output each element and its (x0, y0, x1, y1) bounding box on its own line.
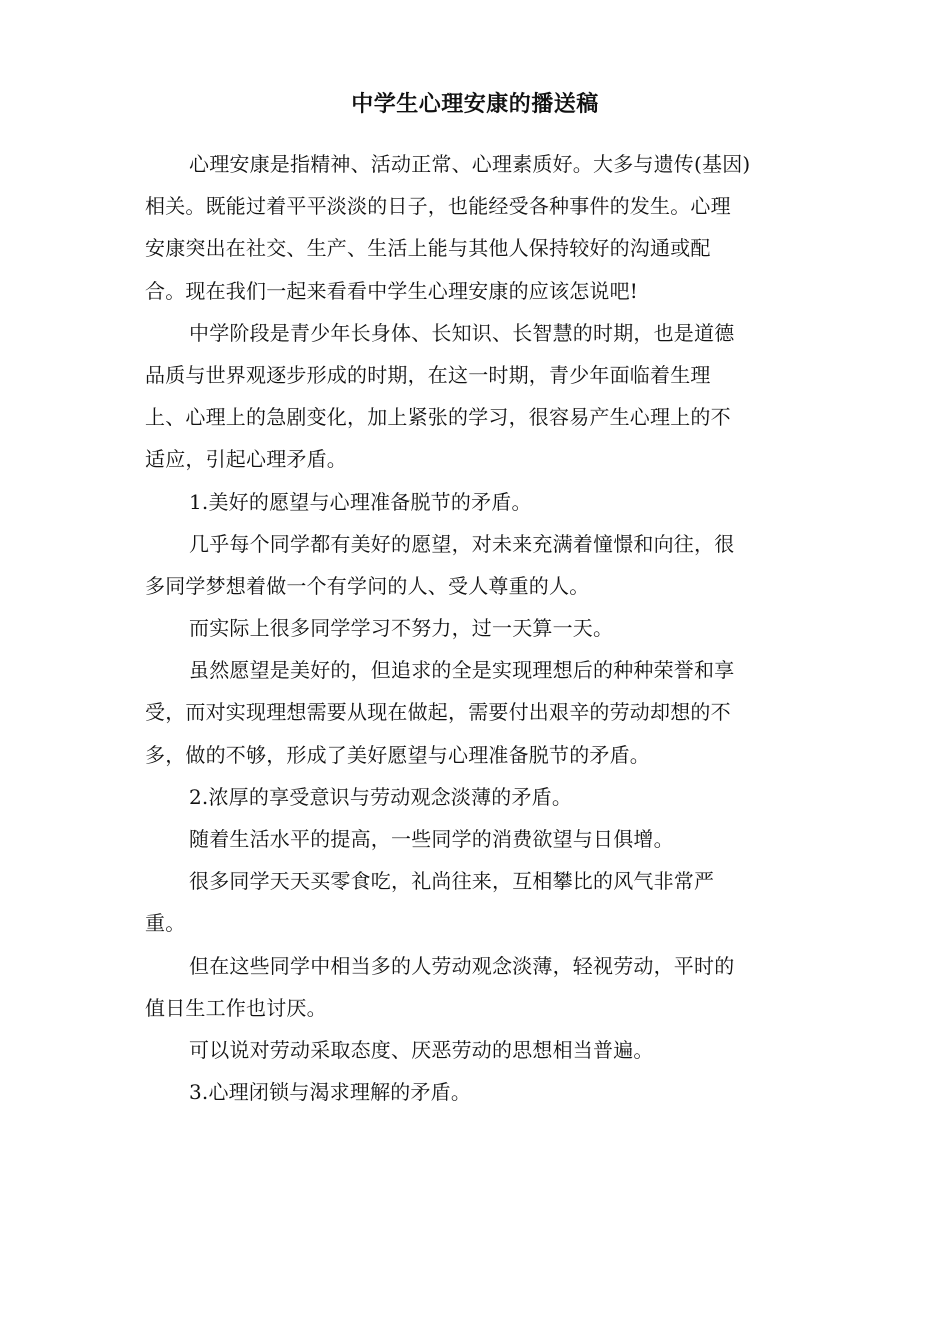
body-line: 多，做的不够，形成了美好愿望与心理准备脱节的矛盾。 (145, 742, 650, 767)
body-line: 但在这些同学中相当多的人劳动观念淡薄，轻视劳动，平时的 (189, 953, 735, 978)
body-line: 多同学梦想着做一个有学问的人、受人尊重的人。 (145, 573, 590, 598)
document-title: 中学生心理安康的播送稿 (351, 92, 599, 117)
body-line: 2.浓厚的享受意识与劳动观念淡薄的矛盾。 (189, 784, 573, 809)
body-line: 中学阶段是青少年长身体、长知识、长智慧的时期，也是道德 (189, 320, 735, 345)
body-line: 1.美好的愿望与心理准备脱节的矛盾。 (189, 489, 532, 514)
body-line: 受，而对实现理想需要从现在做起，需要付出艰辛的劳动却想的不 (145, 700, 731, 725)
body-line: 心理安康是指精神、活动正常、心理素质好。大多与遗传(基因) (189, 152, 751, 176)
body-line: 合。现在我们一起来看看中学生心理安康的应该怎说吧! (145, 278, 639, 303)
body-line: 很多同学天天买零食吃，礼尚往来，互相攀比的风气非常严 (189, 869, 715, 894)
body-line: 上、心理上的急剧变化，加上紧张的学习，很容易产生心理上的不 (145, 405, 731, 430)
body-line: 值日生工作也讨厌。 (145, 995, 327, 1020)
body-line: 可以说对劳动采取态度、厌恶劳动的思想相当普遍。 (189, 1037, 654, 1062)
body-line: 品质与世界观逐步形成的时期，在这一时期，青少年面临着生理 (145, 362, 711, 387)
body-line: 安康突出在社交、生产、生活上能与其他人保持较好的沟通或配 (145, 236, 711, 261)
body-line: 重。 (145, 911, 186, 936)
body-line: 而实际上很多同学学习不努力，过一天算一天。 (189, 616, 614, 641)
body-line: 3.心理闭锁与渴求理解的矛盾。 (189, 1080, 472, 1105)
body-line: 随着生活水平的提高，一些同学的消费欲望与日俱增。 (189, 827, 674, 851)
body-line: 相关。既能过着平平淡淡的日子，也能经受各种事件的发生。心理 (145, 194, 731, 219)
body-line: 几乎每个同学都有美好的愿望，对未来充满着憧憬和向往，很 (189, 531, 735, 556)
body-line: 虽然愿望是美好的，但追求的全是实现理想后的种种荣誉和享 (189, 658, 735, 683)
document-body (145, 143, 820, 1113)
body-line: 适应，引起心理矛盾。 (145, 447, 347, 472)
